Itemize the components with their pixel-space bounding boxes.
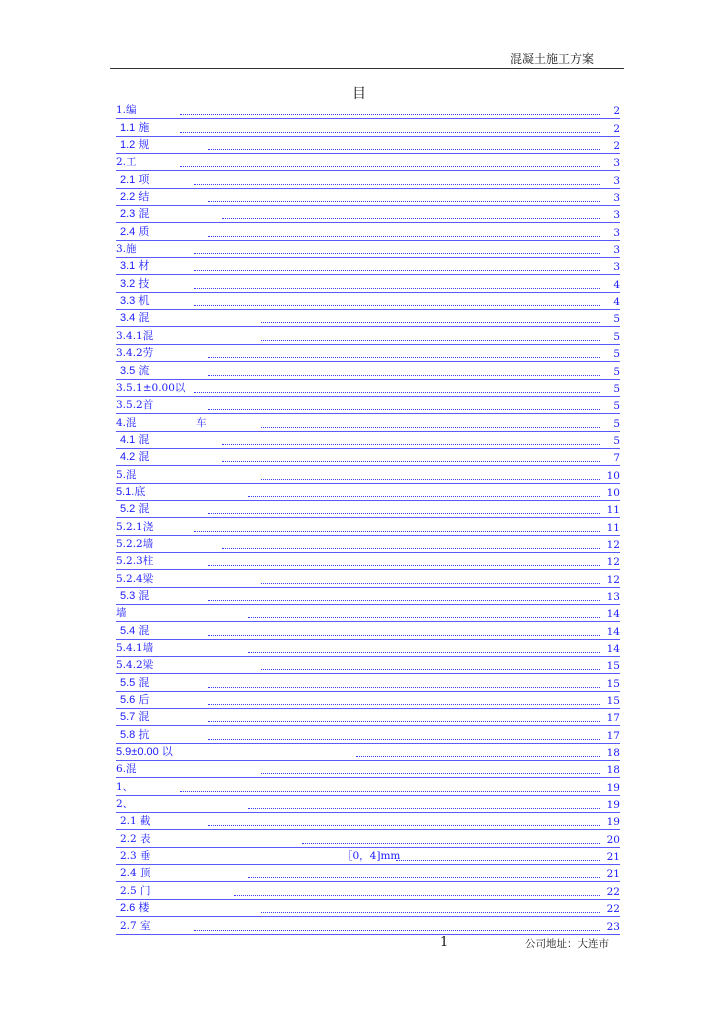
toc-entry-label: 3.2 技 (120, 277, 150, 290)
toc-entry[interactable] (116, 484, 620, 501)
toc-entry[interactable] (116, 293, 620, 310)
toc-entry[interactable] (116, 536, 620, 553)
toc-dot-leader (302, 843, 600, 844)
toc-entry[interactable] (116, 917, 620, 934)
toc-entry-page-number: 3 (613, 261, 620, 274)
toc-dot-leader (248, 808, 600, 809)
toc-entry[interactable] (116, 692, 620, 709)
toc-entry-label: 5.5 混 (120, 676, 150, 689)
toc-entry-page-number: 3 (613, 209, 620, 222)
toc-dot-leader (194, 253, 600, 254)
toc-entry-label: 1、 (116, 780, 134, 793)
toc-entry-page-number: 15 (606, 695, 620, 708)
toc-entry-page-number: 15 (606, 660, 620, 673)
toc-entry-label: 3.施 (116, 243, 137, 256)
toc-entry-label: 5.2 混 (120, 503, 150, 516)
toc-entry-page-number: 23 (606, 920, 620, 933)
toc-dot-leader (261, 479, 600, 480)
toc-entry-label: 2.3 垂 (120, 850, 151, 863)
toc-entry-page-number: 11 (606, 504, 620, 517)
toc-entry-page-number: 3 (613, 244, 620, 257)
toc-entry-extra-text: ［0，4]mm (342, 850, 401, 863)
toc-entry-page-number: 4 (613, 278, 620, 291)
toc-entry[interactable] (116, 414, 620, 431)
toc-entry[interactable] (116, 882, 620, 899)
toc-dot-leader (194, 288, 600, 289)
toc-entry-label: 2.工 (116, 156, 137, 169)
toc-entry[interactable] (116, 726, 620, 743)
toc-entry[interactable] (116, 518, 620, 535)
toc-entry-page-number: 14 (606, 608, 620, 621)
toc-entry-label: 2.4 质 (120, 225, 150, 238)
toc-entry[interactable] (116, 622, 620, 639)
toc-dot-leader (180, 791, 600, 792)
toc-entry-label: 4.1 混 (120, 433, 150, 446)
toc-dot-leader (194, 270, 600, 271)
toc-entry-label: 2.6 楼 (120, 902, 150, 915)
toc-entry[interactable] (116, 206, 620, 223)
toc-dot-leader (208, 513, 600, 514)
toc-entry[interactable] (116, 171, 620, 188)
toc-entry-label: 2.2 结 (120, 191, 150, 204)
toc-entry-page-number: 22 (606, 885, 620, 898)
toc-entry[interactable] (116, 362, 620, 379)
toc-dot-leader (194, 392, 600, 393)
header-rule (110, 68, 624, 69)
toc-dot-leader (208, 565, 600, 566)
toc-entry-page-number: 5 (613, 348, 620, 361)
toc-entry-page-number: 14 (606, 643, 620, 655)
toc-dot-leader (248, 496, 600, 497)
toc-dot-leader (261, 773, 600, 774)
toc-entry-label: 5.2.3柱 (116, 555, 154, 568)
toc-entry-page-number: 10 (606, 486, 620, 499)
toc-entry-label: 1.2 规 (120, 139, 150, 152)
toc-entry-label: 5.9±0.00 以 (116, 746, 173, 759)
toc-dot-leader (208, 409, 600, 410)
toc-entry[interactable] (116, 640, 620, 657)
toc-entry[interactable] (116, 674, 620, 691)
toc-entry-page-number: 11 (606, 521, 620, 534)
toc-dot-leader (261, 427, 600, 428)
toc-entry-label: 1.1 施 (120, 121, 150, 134)
toc-entry[interactable] (116, 570, 620, 587)
toc-entry[interactable] (116, 275, 620, 292)
toc-dot-leader (261, 322, 600, 323)
toc-entry[interactable] (116, 258, 620, 275)
toc-entry-page-number: 5 (613, 365, 620, 378)
toc-dot-leader (222, 444, 600, 445)
toc-entry-label: 2.3 混 (120, 208, 150, 221)
toc-dot-leader (261, 912, 600, 913)
toc-dot-leader (208, 375, 600, 376)
toc-entry[interactable] (116, 830, 620, 847)
toc-entry-page-number: 20 (606, 833, 620, 846)
toc-dot-leader (261, 583, 600, 584)
toc-dot-leader (208, 201, 600, 202)
toc-entry-page-number: 17 (606, 712, 620, 725)
toc-entry[interactable] (116, 119, 620, 136)
toc-entry-label: 5.7 混 (120, 711, 150, 724)
toc-dot-leader (180, 166, 600, 167)
toc-entry[interactable] (116, 865, 620, 882)
toc-entry-label: 3.5.1±0.00以 (116, 381, 186, 394)
toc-dot-leader (248, 877, 600, 878)
toc-dot-leader (222, 548, 600, 549)
toc-entry-page-number: 12 (606, 573, 620, 586)
toc-entry-label: 3.3 机 (120, 295, 150, 308)
toc-entry[interactable] (116, 137, 620, 154)
toc-entry[interactable] (116, 501, 620, 518)
toc-entry-page-number: 5 (613, 417, 620, 430)
toc-entry-label: 5.3 混 (120, 589, 150, 602)
toc-entry-page-number: 19 (606, 781, 620, 794)
toc-entry-label: 5.混 (116, 468, 137, 481)
toc-entry-page-number: 22 (606, 903, 620, 916)
toc-entry-label: 3.4.2劳 (116, 347, 154, 360)
toc-entry-label: 3.1 材 (120, 260, 150, 273)
toc-entry-page-number: 5 (613, 400, 620, 413)
toc-entry-label: 2.4 顶 (120, 867, 151, 880)
toc-entry-label: 2.1 截 (120, 815, 151, 828)
toc-dot-leader (208, 635, 600, 636)
toc-entry-page-number: 5 (613, 313, 620, 326)
toc-dot-leader (208, 357, 600, 358)
toc-dot-leader (261, 340, 600, 341)
toc-list (116, 102, 620, 935)
toc-entry[interactable] (116, 761, 620, 778)
toc-entry-label: 5.1.底 (116, 485, 146, 498)
toc-dot-leader (208, 149, 600, 150)
toc-dot-leader (396, 860, 600, 861)
toc-entry-label: 3.5 流 (120, 364, 150, 377)
toc-entry-page-number: 12 (606, 556, 620, 569)
toc-dot-leader (208, 704, 600, 705)
toc-entry[interactable] (116, 900, 620, 917)
toc-entry[interactable] (116, 189, 620, 206)
toc-dot-leader (208, 687, 600, 688)
toc-entry-page-number: 19 (606, 799, 620, 812)
toc-dot-leader (261, 669, 600, 670)
toc-dot-leader (234, 895, 600, 896)
toc-entry[interactable] (116, 553, 620, 570)
toc-dot-leader (248, 617, 600, 618)
toc-entry-label: 5.4.2梁 (116, 659, 154, 672)
toc-entry-label: 5.2.1浇 (116, 520, 154, 533)
toc-entry-page-number: 12 (606, 538, 620, 551)
toc-dot-leader (208, 236, 600, 237)
toc-dot-leader (194, 305, 600, 306)
toc-entry[interactable] (116, 588, 620, 605)
toc-entry-page-number: 17 (606, 729, 620, 742)
toc-entry-label: 6.混 (116, 763, 137, 776)
toc-entry[interactable] (116, 102, 620, 119)
toc-entry-page-number: 2 (613, 105, 620, 118)
toc-dot-leader (222, 461, 600, 462)
toc-dot-leader (356, 756, 600, 757)
toc-entry-page-number: 5 (613, 330, 620, 343)
toc-dot-leader (208, 825, 600, 826)
toc-entry[interactable] (116, 241, 620, 258)
toc-entry-label: 2.7 室 (120, 919, 151, 932)
toc-entry-label: 2.1 项 (120, 173, 150, 186)
toc-entry[interactable] (116, 466, 620, 483)
toc-entry[interactable] (116, 380, 620, 397)
toc-entry-label: 4.2 混 (120, 451, 150, 464)
toc-dot-leader (180, 132, 600, 133)
toc-entry-page-number: 4 (613, 296, 620, 309)
toc-entry-label: 2、 (116, 798, 134, 811)
toc-dot-leader (208, 739, 600, 740)
toc-entry-label: 5.2.4梁 (116, 572, 154, 585)
toc-entry-page-number: 14 (606, 625, 620, 638)
toc-entry-label: 5.6 后 (120, 694, 150, 707)
toc-entry-label: 4.混 (116, 416, 137, 429)
toc-dot-leader (248, 652, 600, 653)
toc-entry-label: 2.2 表 (120, 832, 151, 845)
toc-entry-label: 墙 (116, 607, 127, 620)
toc-entry-label: 2.5 门 (120, 884, 151, 897)
toc-entry[interactable] (116, 848, 620, 865)
toc-entry-page-number: 19 (606, 816, 620, 829)
toc-dot-leader (222, 218, 600, 219)
toc-entry[interactable] (116, 796, 620, 813)
toc-entry-page-number: 5 (613, 434, 620, 447)
toc-dot-leader (194, 184, 600, 185)
toc-entry[interactable] (116, 345, 620, 362)
toc-entry-page-number: 2 (613, 140, 620, 153)
toc-entry-label: 3.4 混 (120, 312, 150, 325)
toc-entry-page-number: 15 (606, 677, 620, 690)
footer-address: 公司地址：大连市 (525, 938, 609, 950)
toc-entry-extra-text: 车 (196, 416, 207, 429)
toc-entry-label: 5.4 混 (120, 624, 150, 637)
toc-dot-leader (194, 930, 600, 931)
toc-entry-label: 5.8 抗 (120, 728, 150, 741)
toc-entry-page-number: 13 (606, 590, 620, 603)
toc-entry-label: 5.2.2墙 (116, 537, 154, 550)
toc-entry[interactable] (116, 223, 620, 240)
toc-entry-page-number: 5 (613, 382, 620, 395)
toc-entry[interactable] (116, 709, 620, 726)
toc-entry[interactable] (116, 449, 620, 466)
toc-entry[interactable] (116, 327, 620, 344)
toc-entry[interactable] (116, 432, 620, 449)
toc-entry-page-number: 3 (613, 226, 620, 239)
toc-entry[interactable] (116, 657, 620, 674)
toc-entry[interactable] (116, 154, 620, 171)
toc-dot-leader (208, 721, 600, 722)
toc-entry-label: 5.4.1墙 (116, 642, 154, 654)
toc-entry-page-number: 18 (606, 764, 620, 777)
toc-entry-page-number: 18 (606, 747, 620, 760)
toc-entry-page-number: 3 (613, 174, 620, 187)
toc-entry[interactable] (116, 813, 620, 830)
toc-dot-leader (180, 114, 600, 115)
toc-entry-label: 3.5.2首 (116, 399, 154, 412)
toc-entry[interactable] (116, 744, 620, 761)
toc-entry-page-number: 3 (613, 157, 620, 170)
toc-entry-page-number: 10 (606, 469, 620, 482)
header-title: 混凝土施工方案 (509, 52, 594, 66)
toc-entry-page-number: 21 (606, 851, 620, 864)
toc-entry-label: 3.4.1混 (116, 329, 154, 342)
toc-entry-page-number: 7 (613, 452, 620, 465)
toc-entry[interactable] (116, 605, 620, 622)
toc-entry-page-number: 2 (613, 122, 620, 135)
footer-page-number: 1 (440, 935, 449, 950)
toc-heading: 目 (352, 86, 366, 102)
toc-entry[interactable] (116, 778, 620, 795)
toc-entry[interactable] (116, 397, 620, 414)
toc-entry-label: 1.编 (116, 104, 137, 117)
toc-entry[interactable] (116, 310, 620, 327)
toc-dot-leader (208, 600, 600, 601)
toc-entry-page-number: 21 (606, 868, 620, 881)
toc-dot-leader (194, 531, 600, 532)
toc-entry-page-number: 3 (613, 192, 620, 205)
